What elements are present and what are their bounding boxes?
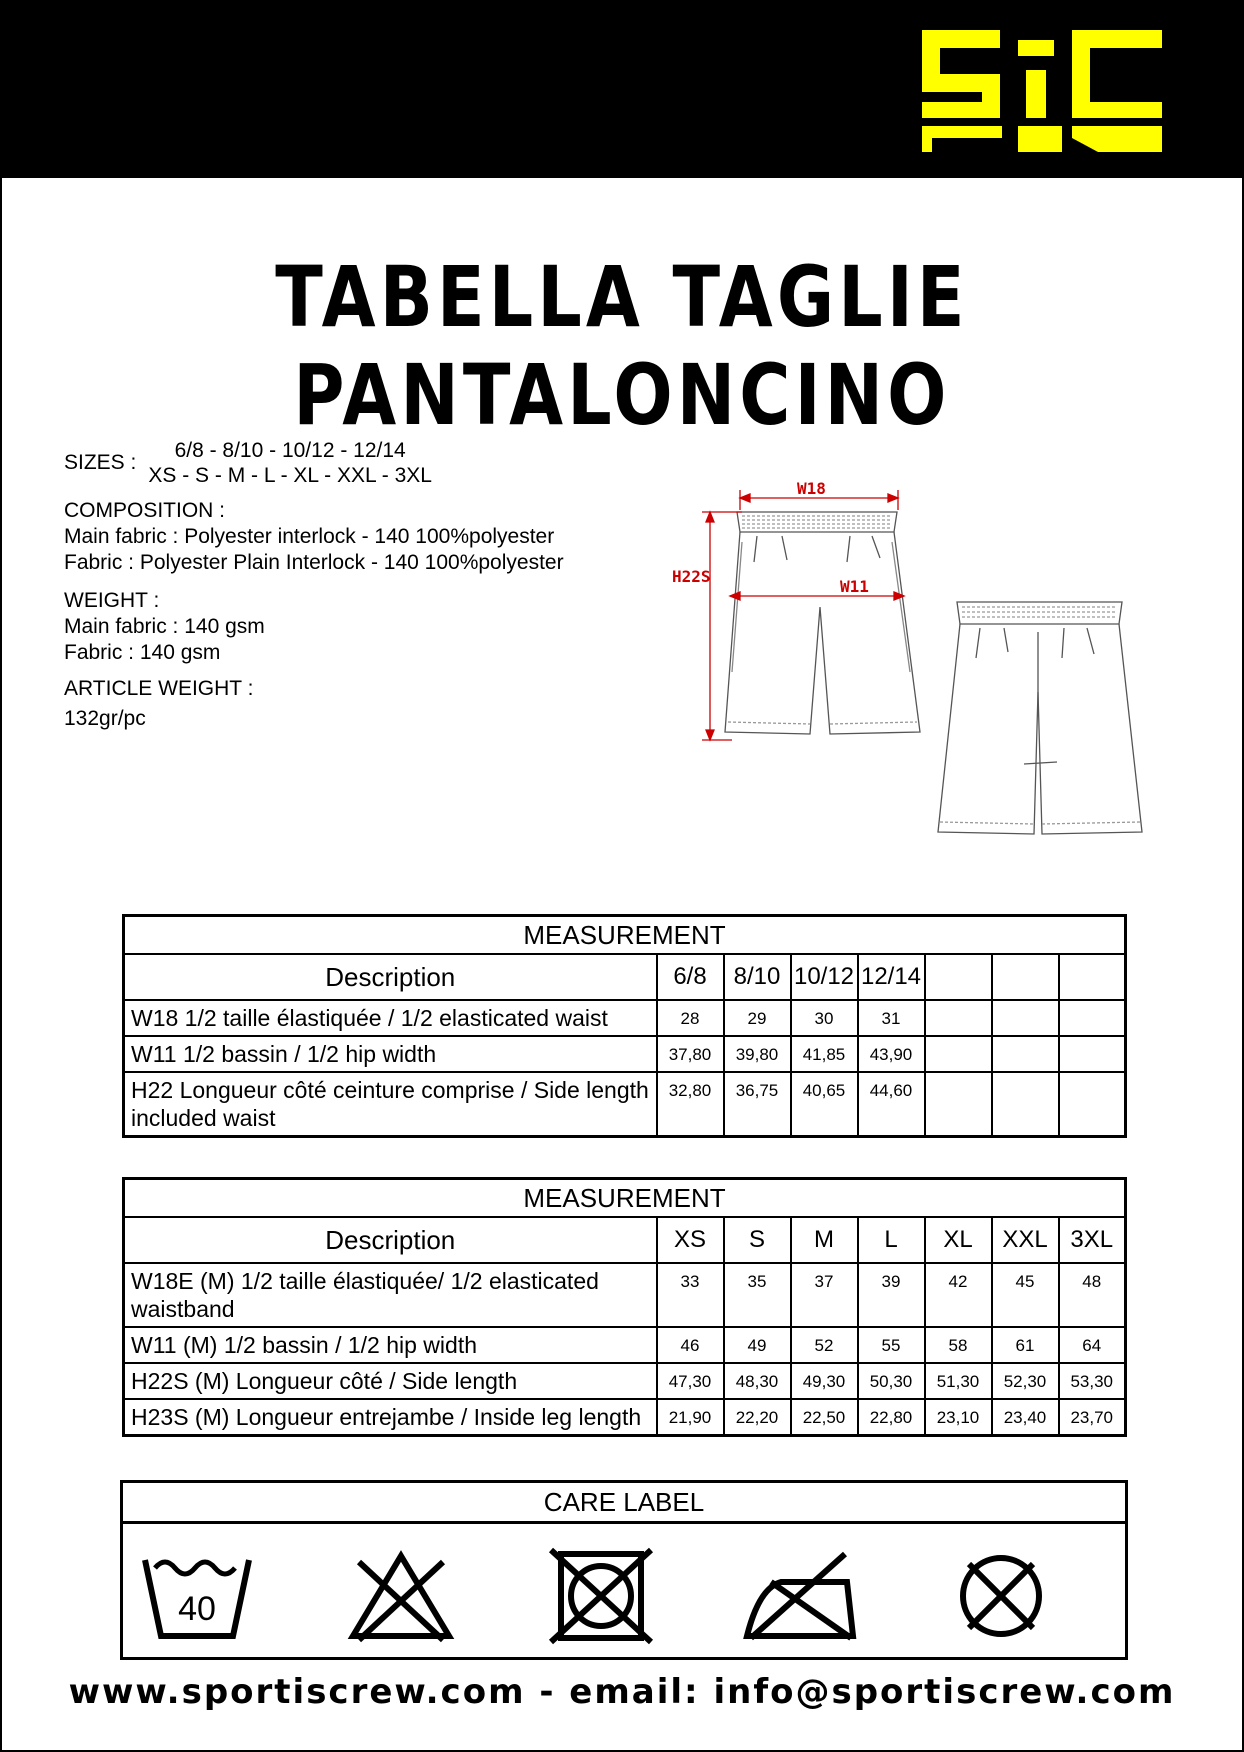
no-dry-clean-icon xyxy=(941,1546,1061,1646)
adult-row-value: 49,30 xyxy=(791,1363,858,1399)
kids-row-value xyxy=(925,1000,992,1036)
care-label-title: CARE LABEL xyxy=(123,1483,1125,1524)
adult-row-value: 58 xyxy=(925,1327,992,1363)
adult-row-value: 21,90 xyxy=(657,1399,724,1436)
adult-row-value: 42 xyxy=(925,1263,992,1327)
label-w11: W11 xyxy=(840,577,869,596)
adult-size-header: S xyxy=(724,1217,791,1263)
adult-table-row xyxy=(124,1399,1126,1436)
adult-row-value: 45 xyxy=(992,1263,1059,1327)
kids-table-row xyxy=(124,1000,1126,1036)
label-w18: W18 xyxy=(797,479,826,498)
adult-measurement-table xyxy=(122,1177,1126,1437)
adult-row-value: 64 xyxy=(1059,1327,1126,1363)
kids-table-row xyxy=(124,1036,1126,1072)
front-shorts xyxy=(725,512,920,734)
adult-row-value: 23,70 xyxy=(1059,1399,1126,1436)
article-weight-label: ARTICLE WEIGHT : xyxy=(64,677,254,700)
adult-row-value: 48,30 xyxy=(724,1363,791,1399)
shorts-technical-drawing xyxy=(662,472,1162,842)
adult-row-value: 35 xyxy=(724,1263,791,1327)
kids-row-value: 39,80 xyxy=(724,1036,791,1072)
kids-row-value xyxy=(1059,1036,1126,1072)
article-weight-value: 132gr/pc xyxy=(64,707,146,730)
kids-row-value: 37,80 xyxy=(657,1036,724,1072)
kids-size-header: 10/12 xyxy=(791,954,858,1000)
specifications xyxy=(64,438,564,732)
adult-row-value: 49 xyxy=(724,1327,791,1363)
sizes-label: SIZES : xyxy=(64,451,137,474)
adult-row-value: 48 xyxy=(1059,1263,1126,1327)
kids-row-value xyxy=(992,1000,1059,1036)
adult-row-value: 22,80 xyxy=(858,1399,925,1436)
adult-row-value: 52,30 xyxy=(992,1363,1059,1399)
sizes-adults: XS - S - M - L - XL - XXL - 3XL xyxy=(148,464,432,487)
adult-row-description: H22S (M) Longueur côté / Side length xyxy=(124,1363,657,1399)
kids-row-value: 40,65 xyxy=(791,1072,858,1137)
kids-size-header xyxy=(992,954,1059,1000)
weight-main: Main fabric : 140 gsm xyxy=(64,615,265,638)
sizes-row xyxy=(64,438,564,488)
adult-row-value: 33 xyxy=(657,1263,724,1327)
kids-row-value: 36,75 xyxy=(724,1072,791,1137)
kids-row-value: 31 xyxy=(858,1000,925,1036)
composition-fabric: Fabric : Polyester Plain Interlock - 140 100%polyester xyxy=(64,551,564,574)
kids-measurement-table xyxy=(122,914,1126,1138)
kids-size-header xyxy=(925,954,992,1000)
no-tumble-dry-icon xyxy=(541,1546,661,1646)
adult-row-value: 55 xyxy=(858,1327,925,1363)
footer-contact: www.sportiscrew.com - email: info@sportiscrew.com xyxy=(68,1672,1176,1712)
adult-row-value: 39 xyxy=(858,1263,925,1327)
kids-row-value: 43,90 xyxy=(858,1036,925,1072)
weight-label: WEIGHT : xyxy=(64,589,160,612)
adult-table-row xyxy=(124,1363,1126,1399)
adult-size-header: XS xyxy=(657,1217,724,1263)
kids-size-header: 8/10 xyxy=(724,954,791,1000)
kids-row-value: 30 xyxy=(791,1000,858,1036)
sizes-kids: 6/8 - 8/10 - 10/12 - 12/14 xyxy=(174,439,406,462)
kids-row-value: 29 xyxy=(724,1000,791,1036)
adult-row-value: 52 xyxy=(791,1327,858,1363)
adult-row-description: W11 (M) 1/2 bassin / 1/2 hip width xyxy=(124,1327,657,1363)
care-label-box xyxy=(120,1480,1128,1660)
brand-logo xyxy=(922,30,1162,152)
kids-row-value: 32,80 xyxy=(657,1072,724,1137)
kids-row-description: W18 1/2 taille élastiquée / 1/2 elasticated waist xyxy=(124,1000,657,1036)
adult-table-row xyxy=(124,1263,1126,1327)
kids-row-value: 28 xyxy=(657,1000,724,1036)
adult-size-header: M xyxy=(791,1217,858,1263)
adult-table-title: MEASUREMENT xyxy=(124,1179,1126,1218)
wash-40-icon xyxy=(137,1546,257,1646)
adult-row-description: W18E (M) 1/2 taille élastiquée/ 1/2 elasticated waistband xyxy=(124,1263,657,1327)
kids-row-value: 41,85 xyxy=(791,1036,858,1072)
composition-label: COMPOSITION : xyxy=(64,499,226,522)
kids-size-header: 6/8 xyxy=(657,954,724,1000)
kids-table-title: MEASUREMENT xyxy=(124,916,1126,955)
kids-row-description: W11 1/2 bassin / 1/2 hip width xyxy=(124,1036,657,1072)
logo-graphic xyxy=(922,30,1162,152)
adult-size-header: XXL xyxy=(992,1217,1059,1263)
adult-row-value: 22,20 xyxy=(724,1399,791,1436)
kids-table-row xyxy=(124,1072,1126,1137)
composition-main: Main fabric : Polyester interlock - 140 100%polyester xyxy=(64,525,555,548)
adult-size-header: 3XL xyxy=(1059,1217,1126,1263)
adult-row-value: 23,40 xyxy=(992,1399,1059,1436)
adult-row-value: 51,30 xyxy=(925,1363,992,1399)
adult-row-description: H23S (M) Longueur entrejambe / Inside leg length xyxy=(124,1399,657,1436)
adult-size-header: L xyxy=(858,1217,925,1263)
adult-description-header: Description xyxy=(124,1217,657,1263)
adult-row-value: 23,10 xyxy=(925,1399,992,1436)
no-iron-icon xyxy=(741,1546,861,1646)
adult-table-row xyxy=(124,1327,1126,1363)
kids-description-header: Description xyxy=(124,954,657,1000)
header-bar xyxy=(2,2,1242,178)
kids-size-header xyxy=(1059,954,1126,1000)
kids-row-value xyxy=(992,1072,1059,1137)
adult-row-value: 46 xyxy=(657,1327,724,1363)
adult-row-value: 37 xyxy=(791,1263,858,1327)
adult-row-value: 50,30 xyxy=(858,1363,925,1399)
adult-row-value: 22,50 xyxy=(791,1399,858,1436)
kids-size-header: 12/14 xyxy=(858,954,925,1000)
adult-size-header: XL xyxy=(925,1217,992,1263)
back-shorts xyxy=(938,602,1142,834)
sizes-values xyxy=(148,438,432,488)
kids-table xyxy=(122,914,1127,1138)
adult-table xyxy=(122,1177,1127,1437)
shorts-diagram xyxy=(662,472,1162,842)
adult-row-value: 47,30 xyxy=(657,1363,724,1399)
page-title: TABELLA TAGLIE PANTALONCINO xyxy=(275,248,969,444)
kids-row-value xyxy=(925,1036,992,1072)
kids-row-description: H22 Longueur côté ceinture comprise / Side length included waist xyxy=(124,1072,657,1137)
no-bleach-icon xyxy=(341,1546,461,1646)
weight-fabric: Fabric : 140 gsm xyxy=(64,641,221,664)
kids-row-value xyxy=(1059,1072,1126,1137)
wash-temperature: 40 xyxy=(178,1590,216,1628)
kids-row-value: 44,60 xyxy=(858,1072,925,1137)
care-icons xyxy=(123,1524,1125,1660)
kids-row-value xyxy=(1059,1000,1126,1036)
label-h22s: H22S xyxy=(672,567,711,586)
adult-row-value: 61 xyxy=(992,1327,1059,1363)
kids-row-value xyxy=(992,1036,1059,1072)
adult-row-value: 53,30 xyxy=(1059,1363,1126,1399)
kids-row-value xyxy=(925,1072,992,1137)
